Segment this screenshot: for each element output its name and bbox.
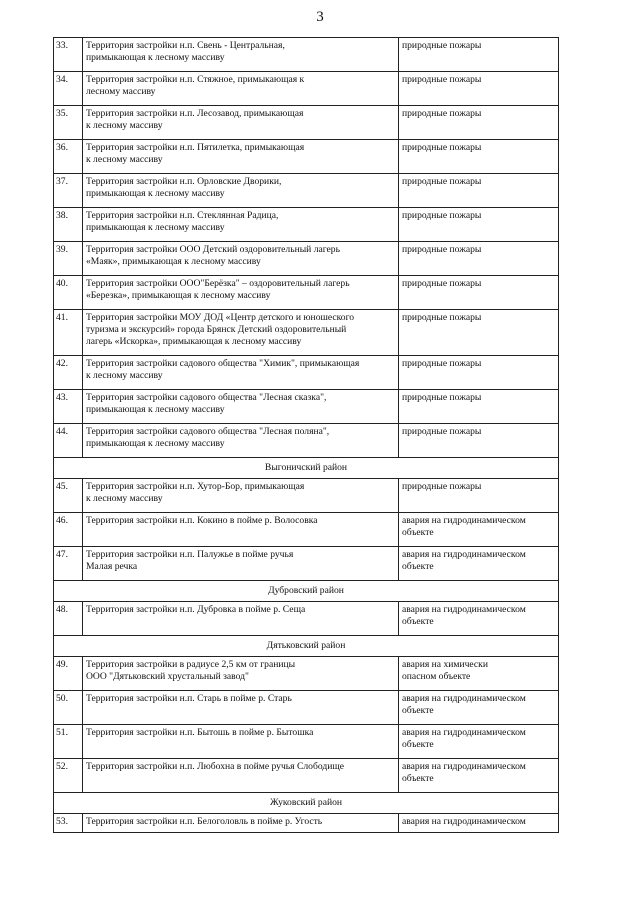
risk-text-line: природные пожары — [402, 481, 482, 492]
territory-text-line: Территория застройки н.п. Стеклянная Радица, — [86, 210, 279, 221]
territory-cell — [83, 106, 399, 140]
row-number: 44. — [54, 424, 83, 458]
risk-text-line: объекте — [402, 773, 434, 785]
territory-cell — [83, 602, 399, 636]
territory-text-line: Территория застройки ООО"Берёзка" – оздоровительный лагерь — [86, 278, 350, 289]
district-title: Жуковский район — [54, 793, 559, 814]
risk-cell — [399, 38, 559, 72]
territory-text-line: Территория застройки н.п. Старь в пойме р. Старь — [86, 693, 292, 704]
table-row — [54, 356, 559, 390]
risk-text-line: опасном объекте — [402, 671, 471, 683]
territory-cell — [83, 691, 399, 725]
territory-cell — [83, 657, 399, 691]
territory-text-line: примыкающая к лесному массиву — [86, 188, 225, 200]
table-row — [54, 691, 559, 725]
territory-text-line: Территория застройки садового общества "Химик", примыкающая — [86, 358, 360, 369]
territory-text-line: к лесному массиву — [86, 120, 163, 132]
row-number: 33. — [54, 38, 83, 72]
territory-cell — [83, 208, 399, 242]
territory-cell — [83, 310, 399, 356]
table-row — [54, 759, 559, 793]
row-number: 38. — [54, 208, 83, 242]
district-header-row — [54, 793, 559, 814]
table-row — [54, 38, 559, 72]
territory-text-line: Территория застройки в радиусе 2,5 км от границы — [86, 659, 296, 670]
table-row — [54, 106, 559, 140]
risk-text-line: авария на гидродинамическом — [402, 693, 526, 704]
risk-text-line: природные пожары — [402, 210, 482, 221]
territory-cell — [83, 547, 399, 581]
risk-text-line: авария на гидродинамическом — [402, 727, 526, 738]
risk-cell — [399, 310, 559, 356]
risk-cell — [399, 140, 559, 174]
risk-cell — [399, 602, 559, 636]
territory-table-body — [54, 38, 559, 833]
district-header-row — [54, 458, 559, 479]
risk-cell — [399, 174, 559, 208]
risk-cell — [399, 242, 559, 276]
row-number: 48. — [54, 602, 83, 636]
territory-text-line: к лесному массиву — [86, 493, 163, 505]
territory-cell — [83, 356, 399, 390]
territory-text-line: ООО "Дятьковский хрустальный завод" — [86, 671, 249, 683]
risk-cell — [399, 276, 559, 310]
row-number: 52. — [54, 759, 83, 793]
territory-text-line: Территория застройки садового общества "Лесная сказка", — [86, 392, 327, 403]
territory-text-line: «Березка», примыкающая к лесному массиву — [86, 290, 271, 302]
risk-text-line: авария на гидродинамическом — [402, 515, 526, 526]
territory-cell — [83, 38, 399, 72]
row-number: 51. — [54, 725, 83, 759]
risk-text-line: авария на гидродинамическом — [402, 604, 526, 615]
territory-text-line: лагерь «Искорка», примыкающая к лесному массиву — [86, 336, 302, 348]
territory-text-line: Территория застройки н.п. Пятилетка, примыкающая — [86, 142, 305, 153]
risk-text-line: объекте — [402, 527, 434, 539]
risk-text-line: объекте — [402, 616, 434, 628]
risk-text-line: авария на гидродинамическом — [402, 816, 526, 827]
territory-table — [53, 37, 559, 833]
row-number: 43. — [54, 390, 83, 424]
territory-text-line: Территория застройки н.п. Стяжное, примыкающая к — [86, 74, 305, 85]
territory-cell — [83, 725, 399, 759]
territory-cell — [83, 140, 399, 174]
table-row — [54, 242, 559, 276]
risk-text-line: природные пожары — [402, 108, 482, 119]
territory-cell — [83, 759, 399, 793]
territory-text-line: примыкающая к лесному массиву — [86, 52, 225, 64]
table-row — [54, 513, 559, 547]
district-title: Дубровский район — [54, 581, 559, 602]
risk-text-line: природные пожары — [402, 426, 482, 437]
territory-text-line: Территория застройки н.п. Любохна в пойме ручья Слободище — [86, 761, 345, 772]
row-number: 42. — [54, 356, 83, 390]
risk-text-line: природные пожары — [402, 142, 482, 153]
risk-text-line: природные пожары — [402, 312, 482, 323]
risk-cell — [399, 72, 559, 106]
risk-cell — [399, 657, 559, 691]
table-row — [54, 310, 559, 356]
territory-text-line: Территория застройки н.п. Орловские Дворики, — [86, 176, 282, 187]
page-number: 3 — [316, 9, 324, 25]
table-row — [54, 424, 559, 458]
territory-text-line: Территория застройки садового общества "Лесная поляна", — [86, 426, 330, 437]
territory-text-line: Территория застройки МОУ ДОД «Центр детского и юношеского — [86, 312, 355, 323]
risk-text-line: объекте — [402, 739, 434, 751]
row-number: 53. — [54, 814, 83, 833]
district-header-row — [54, 581, 559, 602]
risk-text-line: природные пожары — [402, 74, 482, 85]
territory-text-line: «Маяк», примыкающая к лесному массиву — [86, 256, 261, 268]
territory-text-line: Территория застройки н.п. Дубровка в пойме р. Сеща — [86, 604, 306, 615]
row-number: 34. — [54, 72, 83, 106]
risk-text-line: объекте — [402, 561, 434, 573]
risk-cell — [399, 390, 559, 424]
row-number: 46. — [54, 513, 83, 547]
territory-cell — [83, 814, 399, 833]
row-number: 35. — [54, 106, 83, 140]
row-number: 40. — [54, 276, 83, 310]
territory-cell — [83, 174, 399, 208]
table-row — [54, 479, 559, 513]
row-number: 41. — [54, 310, 83, 356]
territory-cell — [83, 479, 399, 513]
risk-text-line: природные пожары — [402, 392, 482, 403]
risk-cell — [399, 356, 559, 390]
territory-text-line: Территория застройки н.п. Хутор-Бор, примыкающая — [86, 481, 305, 492]
risk-text-line: природные пожары — [402, 244, 482, 255]
territory-cell — [83, 72, 399, 106]
territory-cell — [83, 390, 399, 424]
row-number: 50. — [54, 691, 83, 725]
risk-text-line: авария на гидродинамическом — [402, 549, 526, 560]
territory-text-line: примыкающая к лесному массиву — [86, 438, 225, 450]
risk-text-line: авария на химически — [402, 659, 488, 670]
risk-text-line: природные пожары — [402, 40, 482, 51]
row-number: 47. — [54, 547, 83, 581]
district-title: Выгоничский район — [54, 458, 559, 479]
territory-cell — [83, 424, 399, 458]
territory-text-line: лесному массиву — [86, 86, 156, 98]
risk-cell — [399, 479, 559, 513]
row-number: 49. — [54, 657, 83, 691]
table-row — [54, 72, 559, 106]
risk-text-line: авария на гидродинамическом — [402, 761, 526, 772]
territory-text-line: туризма и экскурсий» города Брянск Детский оздоровительный — [86, 324, 347, 336]
risk-text-line: природные пожары — [402, 358, 482, 369]
table-row — [54, 657, 559, 691]
risk-text-line: природные пожары — [402, 176, 482, 187]
risk-text-line: природные пожары — [402, 278, 482, 289]
territory-text-line: Территория застройки н.п. Свень - Центральная, — [86, 40, 285, 51]
risk-cell — [399, 691, 559, 725]
territory-cell — [83, 513, 399, 547]
territory-text-line: к лесному массиву — [86, 154, 163, 166]
district-header-row — [54, 636, 559, 657]
table-row — [54, 276, 559, 310]
district-title: Дятьковский район — [54, 636, 559, 657]
table-row — [54, 814, 559, 833]
territory-text-line: Территория застройки н.п. Кокино в пойме р. Волосовка — [86, 515, 318, 526]
table-row — [54, 390, 559, 424]
risk-cell — [399, 814, 559, 833]
table-row — [54, 602, 559, 636]
risk-cell — [399, 513, 559, 547]
territory-text-line: Территория застройки н.п. Бытошь в пойме р. Бытошка — [86, 727, 314, 738]
territory-text-line: Территория застройки ООО Детский оздоровительный лагерь — [86, 244, 340, 255]
territory-text-line: к лесному массиву — [86, 370, 163, 382]
row-number: 37. — [54, 174, 83, 208]
risk-cell — [399, 759, 559, 793]
risk-cell — [399, 424, 559, 458]
territory-text-line: Малая речка — [86, 561, 138, 573]
table-row — [54, 725, 559, 759]
risk-cell — [399, 106, 559, 140]
territory-text-line: примыкающая к лесному массиву — [86, 222, 225, 234]
row-number: 36. — [54, 140, 83, 174]
risk-cell — [399, 547, 559, 581]
row-number: 39. — [54, 242, 83, 276]
row-number: 45. — [54, 479, 83, 513]
risk-cell — [399, 725, 559, 759]
territory-text-line: Территория застройки н.п. Лесозавод, примыкающая — [86, 108, 304, 119]
table-row — [54, 547, 559, 581]
table-row — [54, 140, 559, 174]
territory-cell — [83, 276, 399, 310]
risk-cell — [399, 208, 559, 242]
territory-cell — [83, 242, 399, 276]
territory-text-line: Территория застройки н.п. Палужье в пойме ручья — [86, 549, 294, 560]
table-row — [54, 208, 559, 242]
table-row — [54, 174, 559, 208]
risk-text-line: объекте — [402, 705, 434, 717]
territory-text-line: Территория застройки н.п. Белоголовль в пойме р. Угость — [86, 816, 323, 827]
territory-text-line: примыкающая к лесному массиву — [86, 404, 225, 416]
